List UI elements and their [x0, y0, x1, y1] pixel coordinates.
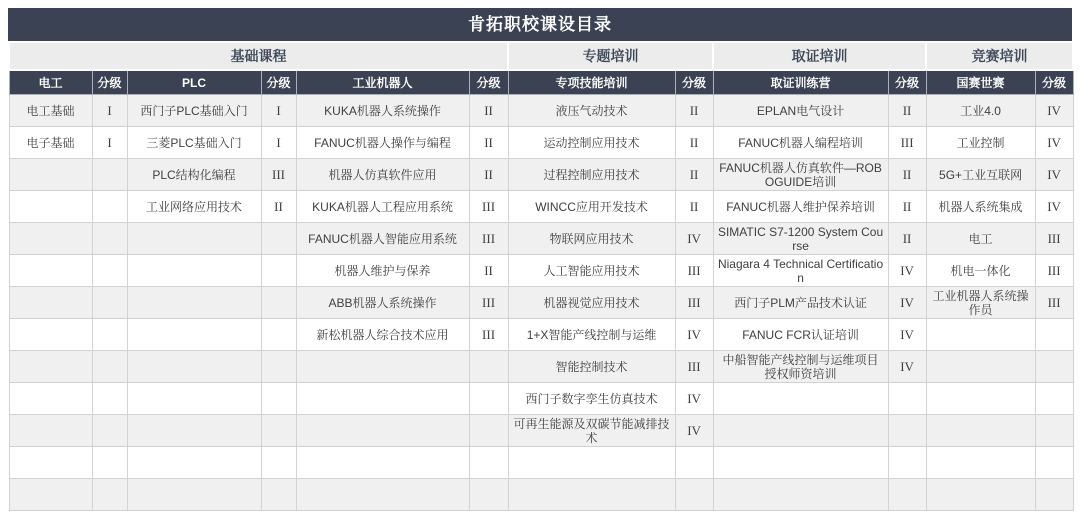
course-cell: 电工: [926, 223, 1035, 255]
course-cell: [296, 415, 469, 447]
table-row: [9, 479, 1073, 511]
course-cell: [127, 415, 261, 447]
table-row: [9, 95, 1073, 127]
grade-cell: [261, 415, 296, 447]
course-cell: [296, 479, 469, 511]
course-cell: KUKA机器人系统操作: [296, 95, 469, 127]
course-cell: [9, 319, 92, 351]
course-cell: 电工基础: [9, 95, 92, 127]
grade-cell: IV: [675, 223, 713, 255]
course-cell: SIMATIC S7-1200 System Course: [713, 223, 888, 255]
course-cell: 物联网应用技术: [508, 223, 675, 255]
table-row: [9, 159, 1073, 191]
column-header-industrial-robot: 工业机器人: [296, 70, 469, 95]
grade-cell: [1035, 319, 1073, 351]
course-cell: [713, 479, 888, 511]
grade-cell: IV: [675, 415, 713, 447]
grade-cell: IV: [1035, 127, 1073, 159]
grade-cell: II: [261, 191, 296, 223]
group-basic-courses: 基础课程: [9, 42, 508, 70]
grade-cell: [1035, 415, 1073, 447]
grade-cell: IV: [675, 383, 713, 415]
course-cell: 机电一体化: [926, 255, 1035, 287]
grade-cell: III: [469, 223, 508, 255]
course-cell: [508, 447, 675, 479]
grade-cell: [261, 383, 296, 415]
course-cell: [713, 383, 888, 415]
grade-cell: II: [888, 95, 926, 127]
grade-cell: II: [888, 159, 926, 191]
grade-cell: [469, 351, 508, 383]
course-cell: 人工智能应用技术: [508, 255, 675, 287]
course-cell: FANUC机器人编程培训: [713, 127, 888, 159]
table-row: [9, 223, 1073, 255]
grade-cell: III: [675, 351, 713, 383]
course-cell: FANUC机器人智能应用系统: [296, 223, 469, 255]
course-cell: 液压气动技术: [508, 95, 675, 127]
table-header: [9, 42, 1073, 95]
course-cell: [9, 447, 92, 479]
grade-cell: [469, 383, 508, 415]
course-catalog-page: [8, 8, 1072, 511]
grade-cell: [261, 447, 296, 479]
course-cell: FANUC机器人仿真软件—ROBOGUIDE培训: [713, 159, 888, 191]
grade-cell: [92, 223, 127, 255]
grade-cell: [92, 415, 127, 447]
course-cell: [926, 319, 1035, 351]
course-cell: [127, 383, 261, 415]
course-cell: 三菱PLC基础入门: [127, 127, 261, 159]
course-cell: 工业4.0: [926, 95, 1035, 127]
grade-cell: I: [261, 95, 296, 127]
course-cell: [9, 287, 92, 319]
grade-cell: [675, 479, 713, 511]
course-cell: [9, 159, 92, 191]
grade-cell: III: [469, 287, 508, 319]
grade-cell: IV: [1035, 191, 1073, 223]
grade-cell: III: [261, 159, 296, 191]
column-header-grade: 分级: [261, 70, 296, 95]
grade-cell: [261, 287, 296, 319]
course-cell: [9, 255, 92, 287]
course-cell: 机器人仿真软件应用: [296, 159, 469, 191]
grade-cell: IV: [888, 351, 926, 383]
column-header-grade: 分级: [1035, 70, 1073, 95]
grade-cell: IV: [675, 319, 713, 351]
column-header-electrician: 电工: [9, 70, 92, 95]
grade-cell: IV: [888, 255, 926, 287]
course-cell: 机器视觉应用技术: [508, 287, 675, 319]
grade-cell: [1035, 383, 1073, 415]
course-cell: [9, 191, 92, 223]
grade-cell: [92, 191, 127, 223]
grade-cell: [1035, 479, 1073, 511]
grade-cell: [92, 287, 127, 319]
column-header-certification-camp: 取证训练营: [713, 70, 888, 95]
table-row: [9, 447, 1073, 479]
course-cell: [9, 383, 92, 415]
course-cell: 运动控制应用技术: [508, 127, 675, 159]
grade-cell: [261, 255, 296, 287]
column-header-row: [9, 70, 1073, 95]
course-cell: KUKA机器人工程应用系统: [296, 191, 469, 223]
grade-cell: II: [675, 191, 713, 223]
grade-cell: III: [1035, 223, 1073, 255]
column-header-national-competition: 国赛世赛: [926, 70, 1035, 95]
grade-cell: IV: [1035, 159, 1073, 191]
column-header-plc: PLC: [127, 70, 261, 95]
grade-cell: [469, 415, 508, 447]
course-cell: 中船智能产线控制与运维项目授权师资培训: [713, 351, 888, 383]
column-header-grade: 分级: [92, 70, 127, 95]
course-cell: 西门子数字孪生仿真技术: [508, 383, 675, 415]
course-cell: [926, 351, 1035, 383]
course-cell: 智能控制技术: [508, 351, 675, 383]
table-row: [9, 287, 1073, 319]
course-cell: [127, 255, 261, 287]
table-row: [9, 319, 1073, 351]
grade-cell: [888, 479, 926, 511]
course-cell: [926, 479, 1035, 511]
course-cell: [713, 415, 888, 447]
grade-cell: III: [675, 255, 713, 287]
grade-cell: [888, 415, 926, 447]
course-cell: [508, 479, 675, 511]
grade-cell: III: [1035, 287, 1073, 319]
grade-cell: II: [469, 159, 508, 191]
grade-cell: I: [92, 127, 127, 159]
course-cell: [296, 351, 469, 383]
grade-cell: II: [469, 127, 508, 159]
grade-cell: II: [888, 223, 926, 255]
grade-cell: IV: [1035, 95, 1073, 127]
course-cell: [127, 223, 261, 255]
course-cell: [713, 447, 888, 479]
course-cell: 新松机器人综合技术应用: [296, 319, 469, 351]
course-cell: ABB机器人系统操作: [296, 287, 469, 319]
course-cell: FANUC机器人操作与编程: [296, 127, 469, 159]
grade-cell: [92, 383, 127, 415]
grade-cell: [469, 447, 508, 479]
grade-cell: III: [675, 287, 713, 319]
column-header-grade: 分级: [469, 70, 508, 95]
course-cell: WINCC应用开发技术: [508, 191, 675, 223]
grade-cell: [92, 447, 127, 479]
course-cell: [926, 415, 1035, 447]
course-cell: PLC结构化编程: [127, 159, 261, 191]
course-catalog-table: [8, 41, 1074, 511]
course-cell: 机器人系统集成: [926, 191, 1035, 223]
grade-cell: [261, 351, 296, 383]
page-title: 肯拓职校课设目录: [8, 8, 1072, 41]
grade-cell: [92, 255, 127, 287]
course-cell: 电子基础: [9, 127, 92, 159]
course-cell: 西门子PLM产品技术认证: [713, 287, 888, 319]
course-cell: 工业网络应用技术: [127, 191, 261, 223]
course-cell: [127, 447, 261, 479]
table-row: [9, 191, 1073, 223]
grade-cell: III: [469, 319, 508, 351]
course-cell: 可再生能源及双碳节能减排技术: [508, 415, 675, 447]
grade-cell: II: [675, 95, 713, 127]
group-competition-training: 竞赛培训: [926, 42, 1073, 70]
grade-cell: II: [888, 191, 926, 223]
group-certification-training: 取证培训: [713, 42, 926, 70]
course-cell: 工业机器人系统操作员: [926, 287, 1035, 319]
table-row: [9, 383, 1073, 415]
group-header-row: [9, 42, 1073, 70]
course-cell: [9, 223, 92, 255]
grade-cell: [261, 479, 296, 511]
grade-cell: [675, 447, 713, 479]
table-row: [9, 351, 1073, 383]
table-body: [9, 95, 1073, 511]
grade-cell: [888, 383, 926, 415]
grade-cell: I: [92, 95, 127, 127]
course-cell: 1+X智能产线控制与运维: [508, 319, 675, 351]
course-cell: [926, 383, 1035, 415]
course-cell: EPLAN电气设计: [713, 95, 888, 127]
course-cell: [9, 479, 92, 511]
table-row: [9, 415, 1073, 447]
grade-cell: [261, 319, 296, 351]
course-cell: FANUC机器人维护保养培训: [713, 191, 888, 223]
grade-cell: IV: [888, 319, 926, 351]
grade-cell: [92, 319, 127, 351]
course-cell: 机器人维护与保养: [296, 255, 469, 287]
grade-cell: IV: [888, 287, 926, 319]
course-cell: [296, 447, 469, 479]
grade-cell: [1035, 351, 1073, 383]
grade-cell: [92, 479, 127, 511]
grade-cell: II: [469, 255, 508, 287]
course-cell: 西门子PLC基础入门: [127, 95, 261, 127]
column-header-special-skills: 专项技能培训: [508, 70, 675, 95]
course-cell: [296, 383, 469, 415]
table-row: [9, 127, 1073, 159]
grade-cell: [92, 351, 127, 383]
grade-cell: [469, 479, 508, 511]
column-header-grade: 分级: [675, 70, 713, 95]
grade-cell: II: [675, 127, 713, 159]
column-header-grade: 分级: [888, 70, 926, 95]
course-cell: [127, 479, 261, 511]
course-cell: [926, 447, 1035, 479]
course-cell: [9, 351, 92, 383]
grade-cell: III: [469, 191, 508, 223]
course-cell: 过程控制应用技术: [508, 159, 675, 191]
group-special-training: 专题培训: [508, 42, 713, 70]
course-cell: 工业控制: [926, 127, 1035, 159]
course-cell: [127, 287, 261, 319]
grade-cell: III: [1035, 255, 1073, 287]
grade-cell: [1035, 447, 1073, 479]
course-cell: FANUC FCR认证培训: [713, 319, 888, 351]
course-cell: [9, 415, 92, 447]
course-cell: [127, 351, 261, 383]
grade-cell: [92, 159, 127, 191]
grade-cell: II: [675, 159, 713, 191]
grade-cell: [261, 223, 296, 255]
table-row: [9, 255, 1073, 287]
course-cell: [127, 319, 261, 351]
grade-cell: II: [469, 95, 508, 127]
grade-cell: III: [888, 127, 926, 159]
grade-cell: [888, 447, 926, 479]
course-cell: 5G+工业互联网: [926, 159, 1035, 191]
course-cell: Niagara 4 Technical Certification: [713, 255, 888, 287]
grade-cell: I: [261, 127, 296, 159]
